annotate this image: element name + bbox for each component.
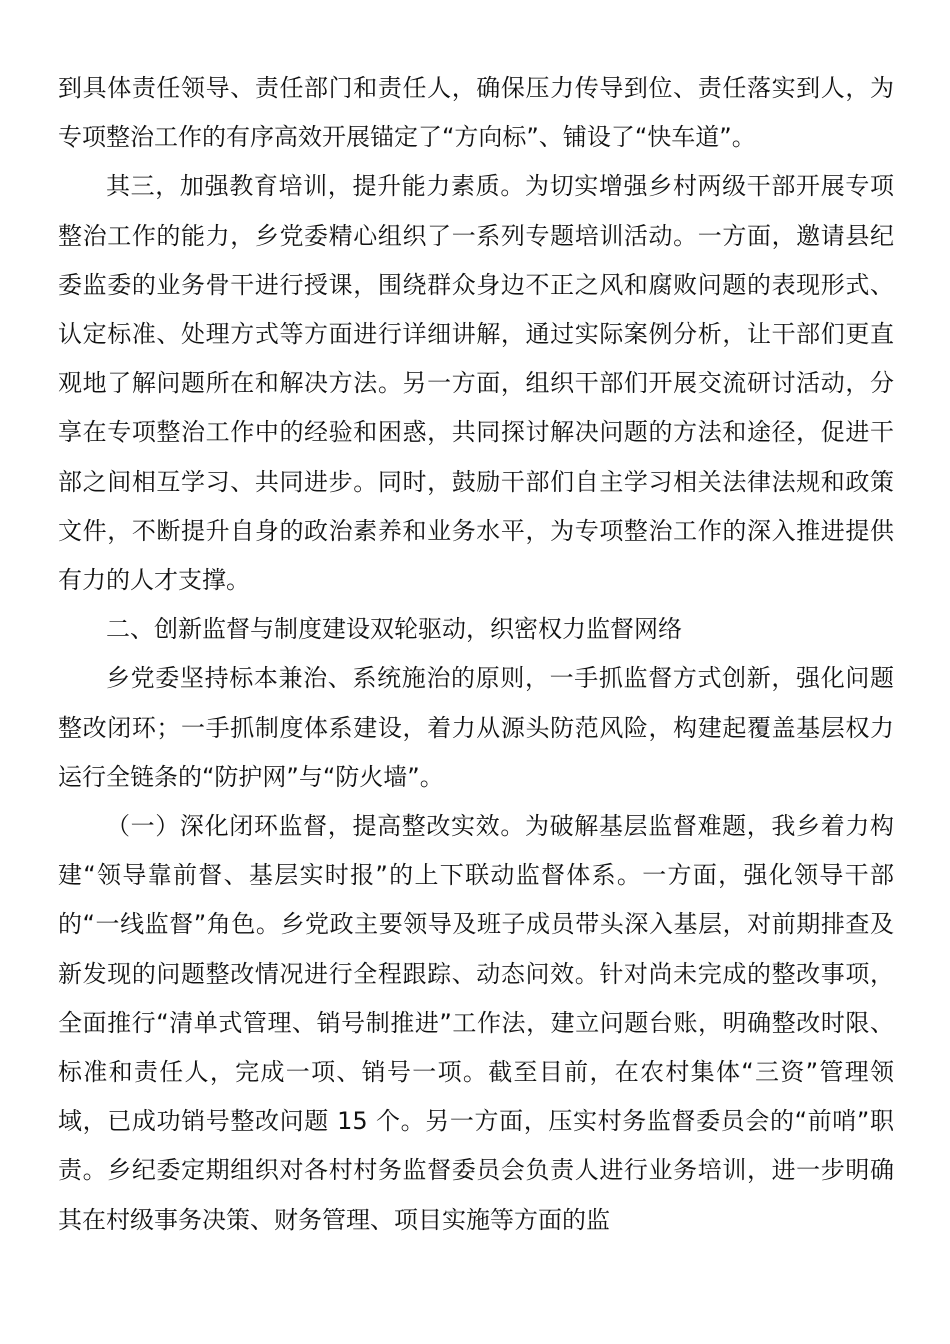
section-two-heading: 二、创新监督与制度建设双轮驱动，织密权力监督网络 <box>106 615 682 644</box>
document-body <box>58 64 894 1245</box>
paragraph-continuation: 到具体责任领导、责任部门和责任人，确保压力传导到位、责任落实到人，为专项整治工作的有序高效开展锚定了“方向标”、铺设了“快车道”。 <box>58 74 894 152</box>
paragraph-section-two-intro: 乡党委坚持标本兼治、系统施治的原则，一手抓监督方式创新，强化问题整改闭环；一手抓制度体系建设，着力从源头防范风险，构建起覆盖基层权力运行全链条的“防护网”与“防火墙”。 <box>58 664 894 791</box>
paragraph-third-training: 其三，加强教育培训，提升能力素质。为切实增强乡村两级干部开展专项整治工作的能力，乡党委精心组织了一系列专题培训活动。一方面，邀请县纪委监委的业务骨干进行授课，围绕群众身边不正之风和腐败问题的表现形式、认定标准、处理方式等方面进行详细讲解，通过实际案例分析，让干部们更直观地了解问题所在和解决方法。另一方面，组织干部们开展交流研讨活动，分享在专项整治工作中的经验和困惑，共同探讨解决问题的方法和途径，促进干部之间相互学习、共同进步。同时，鼓励干部们自主学习相关法律法规和政策文件，不断提升自身的政治素养和业务水平，为专项整治工作的深入推进提供有力的人才支撑。 <box>58 172 894 595</box>
paragraph-subsection-one: （一）深化闭环监督，提高整改实效。为破解基层监督难题，我乡着力构建“领导靠前督、基层实时报”的上下联动监督体系。一方面，强化领导干部的“一线监督”角色。乡党政主要领导及班子成员带头深入基层，对前期排查及新发现的问题整改情况进行全程跟踪、动态问效。针对尚未完成的整改事项，全面推行“清单式管理、销号制推进”工作法，建立问题台账，明确整改时限、标准和责任人，完成一项、销号一项。截至目前，在农村集体“三资”管理领域，已成功销号整改问题 15 个。另一方面，压实村务监督委员会的“前哨”职责。乡纪委定期组织对各村村务监督委员会负责人进行业务培训，进一步明确其在村级事务决策、财务管理、项目实施等方面的监 <box>58 812 894 1234</box>
